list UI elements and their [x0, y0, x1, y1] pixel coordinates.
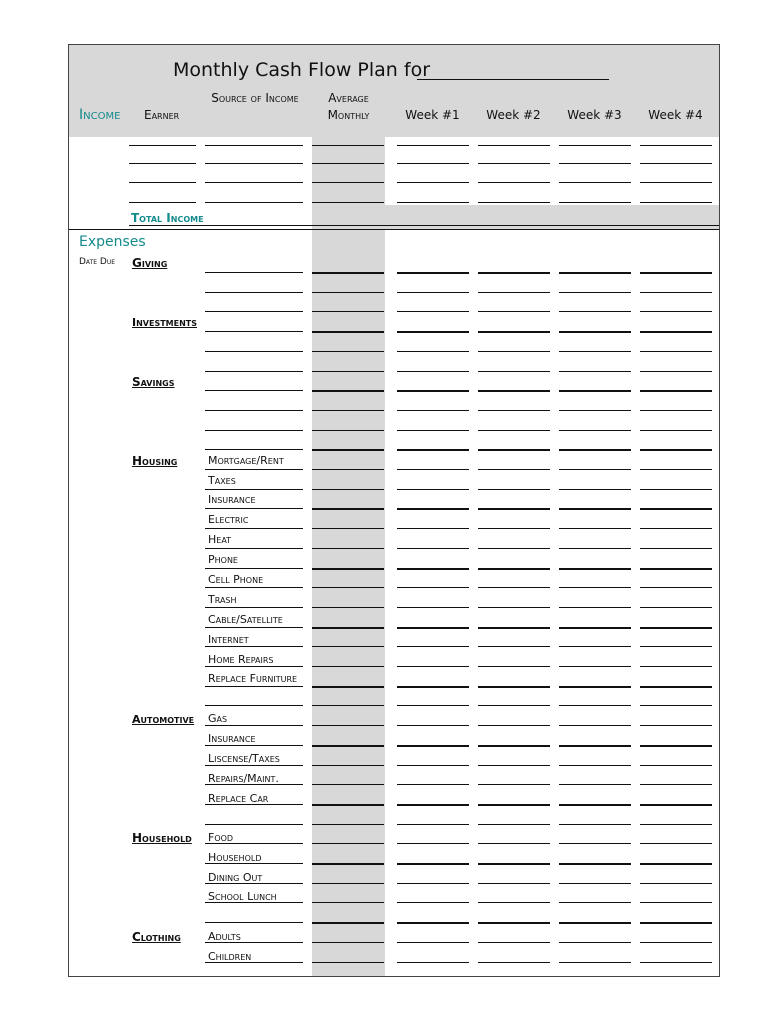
- expense-amount-line[interactable]: [478, 489, 550, 490]
- expense-amount-line[interactable]: [312, 902, 384, 903]
- expense-description-line[interactable]: [205, 292, 303, 293]
- expense-item-label: Children: [208, 950, 252, 963]
- expense-item-label: Internet: [208, 633, 249, 646]
- expense-amount-line[interactable]: [559, 410, 631, 411]
- expense-item-label: Cable/Satellite: [208, 613, 283, 626]
- expense-amount-line[interactable]: [559, 430, 631, 431]
- expense-item-label: Adults: [208, 930, 241, 943]
- expense-amount-line[interactable]: [397, 587, 469, 588]
- expense-amount-line[interactable]: [397, 804, 469, 806]
- expense-description-line[interactable]: [205, 765, 303, 766]
- expense-amount-line[interactable]: [559, 528, 631, 529]
- amount-entry-line[interactable]: [640, 182, 712, 183]
- expense-amount-line[interactable]: [397, 784, 469, 785]
- group-title-giving: Giving: [132, 256, 168, 270]
- expense-amount-line[interactable]: [397, 489, 469, 490]
- expense-amount-line[interactable]: [478, 548, 550, 549]
- expense-amount-line[interactable]: [478, 351, 550, 352]
- income-section-label: Income: [79, 107, 121, 123]
- expense-description-line[interactable]: [205, 962, 303, 963]
- expense-amount-line[interactable]: [640, 528, 712, 529]
- expense-amount-line[interactable]: [559, 962, 631, 963]
- expense-amount-line[interactable]: [397, 942, 469, 943]
- expense-item-label: Trash: [208, 593, 237, 606]
- amount-entry-line[interactable]: [478, 163, 550, 164]
- expense-amount-line[interactable]: [478, 272, 550, 274]
- amount-entry-line[interactable]: [478, 145, 550, 146]
- expense-amount-line[interactable]: [559, 469, 631, 470]
- expense-amount-line[interactable]: [397, 469, 469, 470]
- expense-amount-line[interactable]: [640, 902, 712, 903]
- expense-amount-line[interactable]: [640, 962, 712, 963]
- expense-amount-line[interactable]: [478, 686, 550, 688]
- expense-description-line[interactable]: [205, 902, 303, 903]
- expense-amount-line[interactable]: [312, 410, 384, 411]
- expense-amount-line[interactable]: [640, 863, 712, 865]
- total-income-line[interactable]: [129, 225, 720, 226]
- amount-entry-line[interactable]: [559, 182, 631, 183]
- amount-entry-line[interactable]: [312, 145, 384, 146]
- expense-amount-line[interactable]: [559, 331, 631, 333]
- expense-description-line[interactable]: [205, 942, 303, 943]
- expense-item-label: Replace Furniture: [208, 672, 298, 685]
- expense-amount-line[interactable]: [397, 902, 469, 903]
- income-source-entry-line[interactable]: [205, 163, 303, 164]
- expense-amount-line[interactable]: [478, 745, 550, 747]
- expense-description-line[interactable]: [205, 804, 303, 805]
- expense-amount-line[interactable]: [559, 843, 631, 844]
- expense-amount-line[interactable]: [312, 686, 384, 688]
- expense-amount-line[interactable]: [312, 725, 384, 726]
- expense-amount-line[interactable]: [397, 646, 469, 647]
- income-source-entry-line[interactable]: [205, 145, 303, 146]
- amount-entry-line[interactable]: [640, 163, 712, 164]
- expense-amount-line[interactable]: [559, 883, 631, 884]
- expense-amount-line[interactable]: [312, 666, 384, 667]
- expense-amount-line[interactable]: [478, 311, 550, 312]
- expense-amount-line[interactable]: [559, 607, 631, 608]
- expense-amount-line[interactable]: [312, 311, 384, 312]
- expense-amount-line[interactable]: [397, 311, 469, 312]
- expense-amount-line[interactable]: [478, 410, 550, 411]
- expense-amount-line[interactable]: [640, 272, 712, 274]
- expense-amount-line[interactable]: [559, 548, 631, 549]
- expense-amount-line[interactable]: [312, 646, 384, 647]
- group-title-housing: Housing: [132, 454, 178, 468]
- group-title-savings: Savings: [132, 375, 175, 389]
- expense-item-label: Heat: [208, 533, 232, 546]
- expense-description-line[interactable]: [205, 863, 303, 864]
- expense-amount-line[interactable]: [312, 351, 384, 352]
- expense-description-line[interactable]: [205, 725, 303, 726]
- expense-amount-line[interactable]: [640, 548, 712, 549]
- expense-amount-line[interactable]: [397, 745, 469, 747]
- expense-amount-line[interactable]: [397, 607, 469, 608]
- amount-entry-line[interactable]: [640, 145, 712, 146]
- expense-amount-line[interactable]: [559, 824, 631, 825]
- expense-amount-line[interactable]: [640, 627, 712, 629]
- expense-amount-line[interactable]: [559, 627, 631, 629]
- expense-amount-line[interactable]: [640, 784, 712, 785]
- expense-amount-line[interactable]: [397, 666, 469, 667]
- expense-amount-line[interactable]: [397, 430, 469, 431]
- expense-amount-line[interactable]: [478, 863, 550, 865]
- expense-amount-line[interactable]: [478, 371, 550, 372]
- expense-amount-line[interactable]: [640, 410, 712, 411]
- expense-amount-line[interactable]: [312, 528, 384, 529]
- expense-amount-line[interactable]: [312, 331, 384, 333]
- expense-description-line[interactable]: [205, 922, 303, 923]
- expense-amount-line[interactable]: [397, 725, 469, 726]
- expense-item-label: Taxes: [208, 474, 236, 487]
- income-source-entry-line[interactable]: [205, 202, 303, 203]
- expense-amount-line[interactable]: [640, 390, 712, 392]
- expense-amount-line[interactable]: [640, 843, 712, 844]
- expense-amount-line[interactable]: [559, 705, 631, 706]
- expense-description-line[interactable]: [205, 390, 303, 391]
- income-section-divider: [69, 229, 720, 230]
- expense-description-line[interactable]: [205, 548, 303, 549]
- column-week1-header: Week #1: [405, 108, 460, 122]
- amount-entry-line[interactable]: [559, 145, 631, 146]
- column-source-header: Source of Income: [211, 91, 299, 105]
- expense-description-line[interactable]: [205, 745, 303, 746]
- expense-amount-line[interactable]: [640, 587, 712, 588]
- expense-amount-line[interactable]: [478, 942, 550, 943]
- expense-amount-line[interactable]: [478, 646, 550, 647]
- column-average-header: Average Monthly: [327, 91, 370, 123]
- expense-amount-line[interactable]: [559, 863, 631, 865]
- expense-description-line[interactable]: [205, 331, 303, 332]
- earner-entry-line[interactable]: [129, 163, 196, 164]
- expense-amount-line[interactable]: [312, 922, 384, 924]
- expense-amount-line[interactable]: [640, 292, 712, 293]
- expense-amount-line[interactable]: [640, 883, 712, 884]
- expense-amount-line[interactable]: [397, 962, 469, 963]
- expense-amount-line[interactable]: [559, 666, 631, 667]
- expense-amount-line[interactable]: [640, 469, 712, 470]
- expense-amount-line[interactable]: [397, 843, 469, 844]
- expense-amount-line[interactable]: [312, 548, 384, 549]
- expense-amount-line[interactable]: [312, 371, 384, 372]
- expense-amount-line[interactable]: [640, 646, 712, 647]
- expense-description-line[interactable]: [205, 587, 303, 588]
- expense-amount-line[interactable]: [478, 528, 550, 529]
- column-week2-header: Week #2: [486, 108, 541, 122]
- expense-item-label: Household: [208, 851, 262, 864]
- expense-amount-line[interactable]: [640, 371, 712, 372]
- expense-amount-line[interactable]: [397, 568, 469, 570]
- expense-amount-line[interactable]: [640, 449, 712, 451]
- expense-amount-line[interactable]: [312, 489, 384, 490]
- expense-amount-line[interactable]: [559, 272, 631, 274]
- expense-description-line[interactable]: [205, 646, 303, 647]
- expense-amount-line[interactable]: [312, 607, 384, 608]
- expense-amount-line[interactable]: [397, 883, 469, 884]
- group-title-investments: Investments: [132, 316, 198, 329]
- expense-amount-line[interactable]: [312, 430, 384, 431]
- expense-amount-line[interactable]: [640, 311, 712, 312]
- expense-amount-line[interactable]: [312, 745, 384, 747]
- expense-amount-line[interactable]: [478, 666, 550, 667]
- expense-item-label: Mortgage/Rent: [208, 454, 284, 467]
- amount-entry-line[interactable]: [397, 202, 469, 203]
- amount-entry-line[interactable]: [640, 202, 712, 203]
- expense-description-line[interactable]: [205, 607, 303, 608]
- expense-amount-line[interactable]: [559, 902, 631, 903]
- expense-amount-line[interactable]: [478, 292, 550, 293]
- expense-amount-line[interactable]: [312, 292, 384, 293]
- expense-amount-line[interactable]: [312, 627, 384, 629]
- expense-amount-line[interactable]: [640, 686, 712, 688]
- expense-description-line[interactable]: [205, 371, 303, 372]
- expense-amount-line[interactable]: [559, 489, 631, 490]
- expense-amount-line[interactable]: [397, 765, 469, 766]
- amount-entry-line[interactable]: [312, 163, 384, 164]
- expense-amount-line[interactable]: [312, 942, 384, 943]
- expense-amount-line[interactable]: [640, 745, 712, 747]
- expense-description-line[interactable]: [205, 627, 303, 628]
- expense-amount-line[interactable]: [478, 765, 550, 766]
- expense-description-line[interactable]: [205, 508, 303, 509]
- expense-amount-line[interactable]: [312, 508, 384, 510]
- expense-amount-line[interactable]: [478, 824, 550, 825]
- expense-amount-line[interactable]: [559, 371, 631, 372]
- expense-amount-line[interactable]: [478, 902, 550, 903]
- expense-amount-line[interactable]: [312, 784, 384, 785]
- expense-description-line[interactable]: [205, 824, 303, 825]
- amount-entry-line[interactable]: [559, 163, 631, 164]
- expense-item-label: School Lunch: [208, 890, 277, 903]
- expense-amount-line[interactable]: [397, 705, 469, 706]
- expense-amount-line[interactable]: [559, 942, 631, 943]
- amount-entry-line[interactable]: [478, 182, 550, 183]
- column-earner-header: Earner: [144, 108, 180, 122]
- expense-amount-line[interactable]: [478, 587, 550, 588]
- expense-amount-line[interactable]: [640, 942, 712, 943]
- expense-amount-line[interactable]: [478, 508, 550, 510]
- expense-description-line[interactable]: [205, 449, 303, 450]
- expense-amount-line[interactable]: [478, 883, 550, 884]
- expense-amount-line[interactable]: [640, 351, 712, 352]
- cash-flow-form: [68, 44, 720, 977]
- expense-amount-line[interactable]: [640, 489, 712, 490]
- expense-amount-line[interactable]: [397, 686, 469, 688]
- expense-amount-line[interactable]: [312, 863, 384, 865]
- expense-amount-line[interactable]: [640, 725, 712, 726]
- expense-description-line[interactable]: [205, 568, 303, 569]
- expense-amount-line[interactable]: [640, 922, 712, 924]
- expense-amount-line[interactable]: [559, 351, 631, 352]
- expense-item-label: Dining Out: [208, 871, 263, 884]
- amount-entry-line[interactable]: [397, 163, 469, 164]
- expense-amount-line[interactable]: [397, 863, 469, 865]
- amount-entry-line[interactable]: [478, 202, 550, 203]
- expense-amount-line[interactable]: [478, 449, 550, 451]
- expense-amount-line[interactable]: [559, 725, 631, 726]
- expense-amount-line[interactable]: [478, 804, 550, 806]
- expense-amount-line[interactable]: [397, 371, 469, 372]
- expense-amount-line[interactable]: [312, 568, 384, 570]
- expense-amount-line[interactable]: [397, 351, 469, 352]
- expense-amount-line[interactable]: [397, 449, 469, 451]
- expense-amount-line[interactable]: [478, 331, 550, 333]
- expense-amount-line[interactable]: [312, 883, 384, 884]
- expense-amount-line[interactable]: [397, 390, 469, 392]
- amount-entry-line[interactable]: [559, 202, 631, 203]
- expense-amount-line[interactable]: [640, 666, 712, 667]
- expense-description-line[interactable]: [205, 686, 303, 687]
- expense-item-label: Food: [208, 831, 234, 844]
- expense-description-line[interactable]: [205, 469, 303, 470]
- date-due-label: Date Due: [79, 257, 115, 267]
- expense-amount-line[interactable]: [397, 548, 469, 549]
- expense-item-label: Home Repairs: [208, 653, 274, 666]
- expense-amount-line[interactable]: [397, 824, 469, 825]
- expense-amount-line[interactable]: [478, 843, 550, 844]
- expense-item-label: Electric: [208, 513, 249, 526]
- expense-amount-line[interactable]: [312, 272, 384, 274]
- expense-amount-line[interactable]: [478, 922, 550, 924]
- expense-amount-line[interactable]: [640, 705, 712, 706]
- expense-amount-line[interactable]: [478, 962, 550, 963]
- expense-amount-line[interactable]: [640, 331, 712, 333]
- expense-amount-line[interactable]: [559, 646, 631, 647]
- expense-amount-line[interactable]: [478, 607, 550, 608]
- expense-description-line[interactable]: [205, 666, 303, 667]
- expense-amount-line[interactable]: [559, 390, 631, 392]
- expense-amount-line[interactable]: [640, 430, 712, 431]
- expense-amount-line[interactable]: [312, 765, 384, 766]
- expense-amount-line[interactable]: [640, 607, 712, 608]
- expense-amount-line[interactable]: [312, 449, 384, 451]
- expense-amount-line[interactable]: [312, 390, 384, 392]
- expense-amount-line[interactable]: [312, 824, 384, 825]
- expense-amount-line[interactable]: [559, 765, 631, 766]
- expense-item-label: Insurance: [208, 732, 256, 745]
- expense-amount-line[interactable]: [640, 568, 712, 570]
- expense-item-label: Replace Car: [208, 792, 269, 805]
- expense-amount-line[interactable]: [559, 508, 631, 510]
- expense-amount-line[interactable]: [478, 725, 550, 726]
- expense-item-label: Repairs/Maint.: [208, 772, 279, 785]
- expense-amount-line[interactable]: [559, 568, 631, 570]
- expense-amount-line[interactable]: [312, 962, 384, 963]
- expense-description-line[interactable]: [205, 784, 303, 785]
- expense-description-line[interactable]: [205, 272, 303, 273]
- expense-amount-line[interactable]: [478, 705, 550, 706]
- expense-amount-line[interactable]: [640, 508, 712, 510]
- expenses-section-label: Expenses: [79, 234, 146, 250]
- expense-amount-line[interactable]: [312, 804, 384, 806]
- expense-amount-line[interactable]: [478, 784, 550, 785]
- amount-entry-line[interactable]: [312, 182, 384, 183]
- expense-amount-line[interactable]: [397, 627, 469, 629]
- plan-name-field[interactable]: [417, 61, 609, 80]
- expense-item-label: Gas: [208, 712, 228, 725]
- expense-amount-line[interactable]: [397, 292, 469, 293]
- expense-item-label: Cell Phone: [208, 573, 264, 586]
- expense-amount-line[interactable]: [559, 922, 631, 924]
- expense-amount-line[interactable]: [559, 804, 631, 806]
- expense-amount-line[interactable]: [397, 272, 469, 274]
- earner-entry-line[interactable]: [129, 145, 196, 146]
- column-week4-header: Week #4: [648, 108, 703, 122]
- expense-amount-line[interactable]: [640, 824, 712, 825]
- expense-amount-line[interactable]: [559, 292, 631, 293]
- column-week3-header: Week #3: [567, 108, 622, 122]
- expense-item-label: Phone: [208, 553, 238, 566]
- group-title-clothing: Clothing: [132, 930, 181, 944]
- expense-description-line[interactable]: [205, 843, 303, 844]
- expense-description-line[interactable]: [205, 410, 303, 411]
- expense-description-line[interactable]: [205, 528, 303, 529]
- expense-description-line[interactable]: [205, 351, 303, 352]
- expense-amount-line[interactable]: [640, 804, 712, 806]
- amount-entry-line[interactable]: [312, 202, 384, 203]
- expense-amount-line[interactable]: [640, 765, 712, 766]
- expense-amount-line[interactable]: [312, 587, 384, 588]
- expense-amount-line[interactable]: [397, 528, 469, 529]
- expense-amount-line[interactable]: [397, 410, 469, 411]
- amount-entry-line[interactable]: [397, 182, 469, 183]
- expense-amount-line[interactable]: [312, 469, 384, 470]
- expense-amount-line[interactable]: [478, 390, 550, 392]
- expense-amount-line[interactable]: [559, 745, 631, 747]
- expense-amount-line[interactable]: [478, 568, 550, 570]
- expense-amount-line[interactable]: [312, 843, 384, 844]
- income-source-entry-line[interactable]: [205, 182, 303, 183]
- expense-amount-line[interactable]: [312, 705, 384, 706]
- amount-entry-line[interactable]: [397, 145, 469, 146]
- expense-description-line[interactable]: [205, 311, 303, 312]
- expense-amount-line[interactable]: [559, 784, 631, 785]
- page-title: Monthly Cash Flow Plan for: [173, 59, 431, 81]
- group-title-household: Household: [132, 831, 192, 845]
- earner-entry-line[interactable]: [129, 202, 196, 203]
- total-income-label: Total Income: [131, 211, 204, 225]
- expense-amount-line[interactable]: [478, 469, 550, 470]
- expense-amount-line[interactable]: [559, 686, 631, 688]
- expense-item-label: Insurance: [208, 493, 256, 506]
- expense-description-line[interactable]: [205, 430, 303, 431]
- expense-amount-line[interactable]: [559, 449, 631, 451]
- expense-amount-line[interactable]: [559, 587, 631, 588]
- expense-description-line[interactable]: [205, 883, 303, 884]
- expense-description-line[interactable]: [205, 705, 303, 706]
- earner-entry-line[interactable]: [129, 182, 196, 183]
- expense-amount-line[interactable]: [478, 627, 550, 629]
- expense-item-label: Liscense/Taxes: [208, 752, 280, 765]
- expense-amount-line[interactable]: [478, 430, 550, 431]
- expense-amount-line[interactable]: [397, 922, 469, 924]
- expense-amount-line[interactable]: [397, 508, 469, 510]
- expense-amount-line[interactable]: [559, 311, 631, 312]
- expense-amount-line[interactable]: [397, 331, 469, 333]
- group-title-automotive: Automotive: [132, 713, 195, 726]
- expense-description-line[interactable]: [205, 489, 303, 490]
